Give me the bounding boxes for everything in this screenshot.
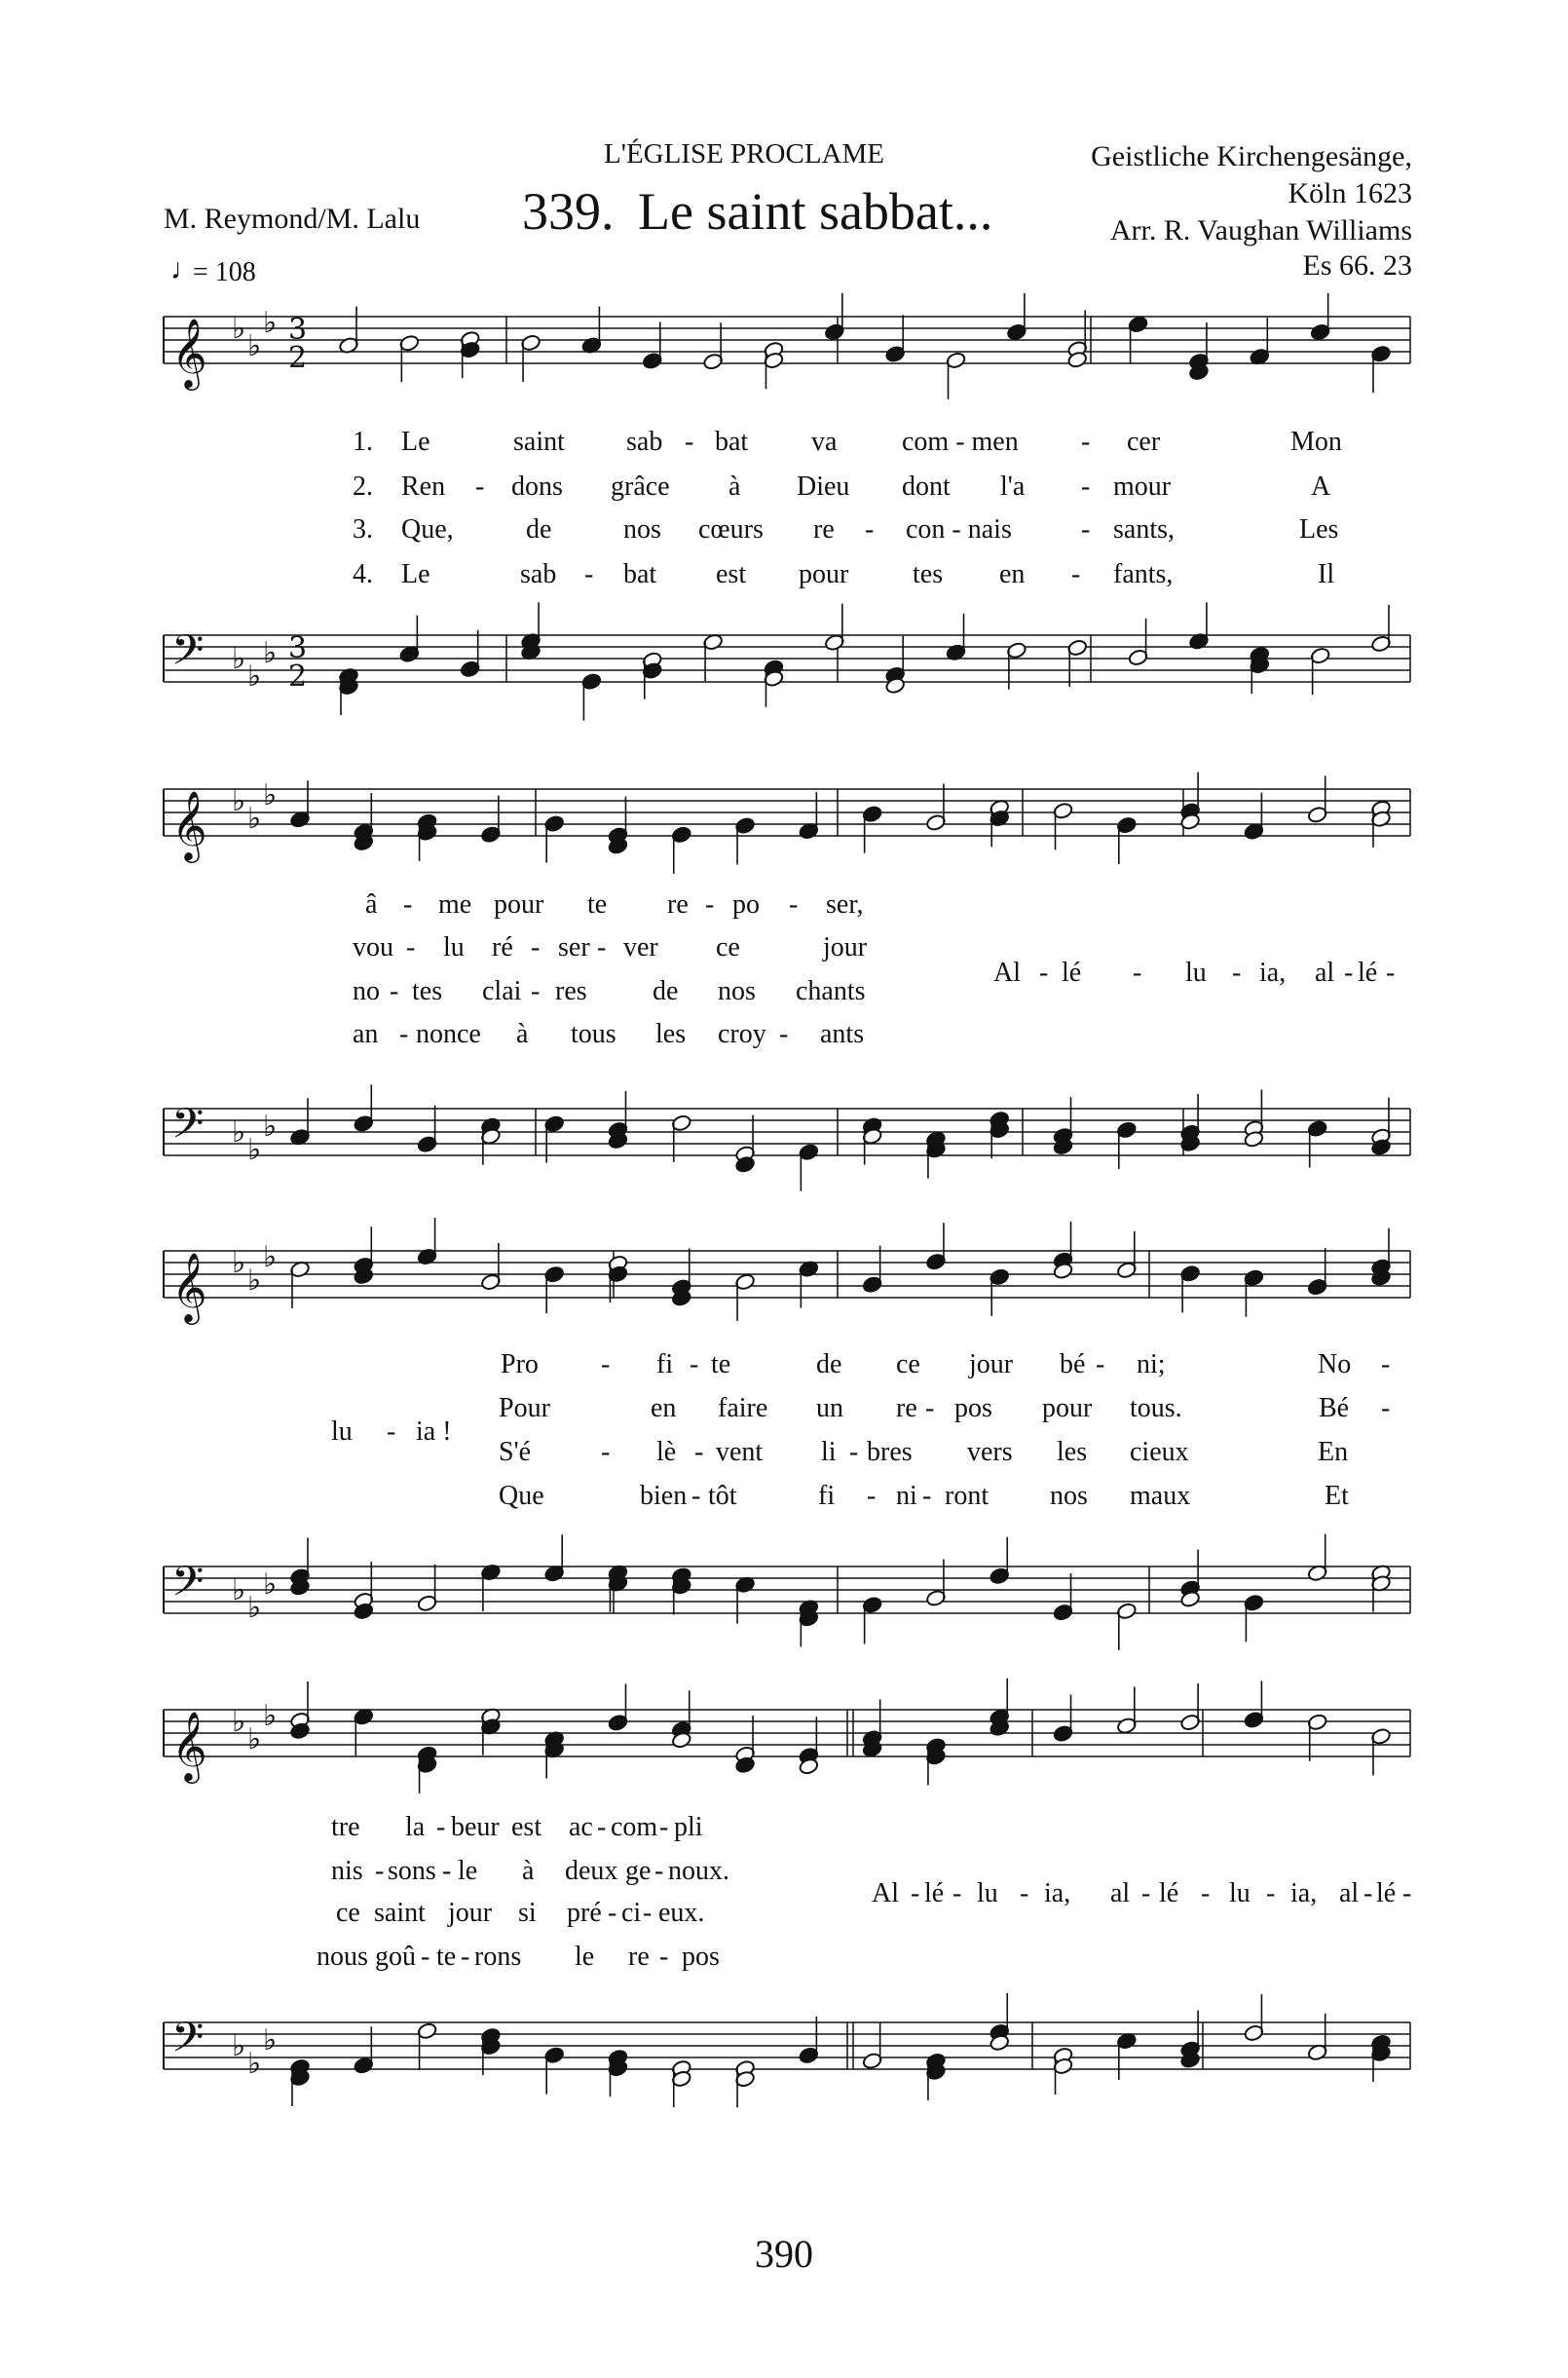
syllable: si (518, 1898, 537, 1928)
syllable: ré (492, 932, 513, 963)
syllable: No (1318, 1349, 1352, 1379)
syllable: les (1057, 1437, 1088, 1467)
syllable: ce (896, 1349, 920, 1379)
syllable: tes (412, 976, 443, 1006)
bass-clef-icon: 𝄢 (171, 1558, 205, 1616)
syllable: ia ! (416, 1416, 452, 1447)
hyphen: - (597, 1812, 607, 1842)
syllable: noux. (668, 1856, 729, 1886)
syllable: com (611, 1812, 658, 1842)
flat-icon: ♭ (232, 1705, 246, 1739)
page-number: 390 (755, 2232, 813, 2276)
syllable: al (1315, 958, 1335, 988)
syllable: ge (625, 1856, 652, 1886)
hyphen: - (865, 514, 875, 545)
syllable: lu (443, 932, 465, 963)
hyphen: - (1386, 958, 1396, 988)
syllable: dons (511, 472, 563, 502)
syllable: me (438, 889, 472, 920)
syllable: com - men (902, 427, 1019, 457)
hyphen: - (597, 932, 607, 963)
syllable: le (575, 1942, 595, 1972)
syllable: à (522, 1856, 535, 1886)
hyphen: - (1381, 1349, 1391, 1379)
hyphen: - (406, 932, 416, 963)
syllable: bres (867, 1437, 913, 1467)
flat-icon: ♭ (247, 2047, 262, 2081)
tempo-note-icon: ♩ (170, 253, 200, 285)
syllable: tes (913, 559, 944, 589)
time-signature-bottom: 2 (288, 341, 308, 375)
syllable: re (896, 1393, 917, 1423)
syllable: Bé (1319, 1393, 1350, 1423)
syllable: lé (1159, 1878, 1179, 1908)
syllable: Mon (1290, 427, 1342, 457)
hyphen: - (1071, 559, 1081, 589)
syllable: ni (896, 1481, 917, 1511)
hyphen: - (584, 559, 594, 589)
hyphen: - (475, 472, 485, 502)
syllable: de (526, 514, 552, 545)
syllable: faire (718, 1393, 768, 1423)
hyphen: - (705, 889, 715, 920)
verse-number: 4. (353, 559, 373, 589)
syllable: sants, (1113, 514, 1175, 545)
syllable: Que (499, 1481, 544, 1511)
flat-icon: ♭ (263, 636, 278, 670)
flat-icon: ♭ (247, 660, 262, 694)
syllable: tous. (1130, 1393, 1182, 1423)
syllable: vent (716, 1437, 764, 1467)
syllable: bé (1060, 1349, 1086, 1379)
syllable: lu (1185, 958, 1207, 988)
syllable: ser (558, 932, 590, 963)
syllable: te (587, 889, 608, 920)
flat-icon: ♭ (263, 1240, 278, 1274)
syllable: tre (331, 1812, 360, 1842)
time-signature-top: 3 (288, 631, 308, 665)
treble-clef-icon: 𝄞 (171, 1710, 207, 1781)
syllable: pour (1042, 1393, 1093, 1423)
syllable: Pour (499, 1393, 550, 1423)
flat-icon: ♭ (263, 2023, 278, 2057)
syllable: sons (388, 1856, 436, 1886)
hyphen: - (952, 1878, 962, 1908)
hyphen: - (1081, 427, 1091, 457)
syllable: Le (401, 427, 430, 457)
syllable: re (667, 889, 689, 920)
syllable: Dieu (797, 472, 850, 502)
syllable: lé (1062, 958, 1082, 988)
text-authors: M. Reymond/M. Lalu (164, 203, 421, 235)
syllable: le (458, 1856, 478, 1886)
treble-clef-icon: 𝄞 (171, 317, 207, 388)
syllable: an (353, 1019, 379, 1049)
hymn-number: 339. (522, 182, 615, 241)
hyphen: - (690, 1349, 699, 1379)
syllable: vers (967, 1437, 1013, 1467)
syllable: S'é (499, 1437, 532, 1467)
syllable: Les (1299, 514, 1339, 545)
syllable: ac (569, 1812, 593, 1842)
syllable: al (1110, 1878, 1131, 1908)
hyphen: - (654, 1856, 664, 1886)
hyphen: - (387, 1416, 396, 1447)
syllable: po (732, 889, 760, 920)
syllable: les (655, 1019, 687, 1049)
syllable: un (816, 1393, 843, 1423)
syllable: nos (718, 976, 756, 1006)
syllable: nonce (416, 1019, 481, 1049)
hyphen: - (1363, 1878, 1373, 1908)
syllable: goû (375, 1942, 416, 1972)
syllable: en (651, 1393, 677, 1423)
syllable: pré (567, 1898, 602, 1928)
syllable: A (1311, 472, 1331, 502)
treble-clef-icon: 𝄞 (171, 789, 207, 860)
hyphen: - (789, 889, 799, 920)
syllable: li (821, 1437, 837, 1467)
syllable: ser, (826, 889, 864, 920)
syllable: maux (1130, 1481, 1191, 1511)
hyphen: - (779, 1019, 789, 1049)
flat-icon: ♭ (247, 1591, 262, 1625)
hyphen: - (399, 1019, 409, 1049)
hyphen: - (1344, 958, 1354, 988)
syllable: ce (716, 932, 740, 963)
syllable: tous (571, 1019, 616, 1049)
syllable: ni; (1137, 1349, 1166, 1379)
hyphen: - (608, 1898, 617, 1928)
hyphen: - (461, 1942, 470, 1972)
syllable: nos (623, 514, 661, 545)
syllable: beur (451, 1812, 500, 1842)
syllable: Al (993, 958, 1021, 988)
syllable: ia, (1259, 958, 1287, 988)
hyphen: - (390, 976, 399, 1006)
hyphen: - (1402, 1878, 1412, 1908)
syllable: dont (902, 472, 951, 502)
syllable: est (716, 559, 747, 589)
syllable: Et (1325, 1481, 1349, 1511)
hyphen: - (1020, 1878, 1029, 1908)
syllable: est (511, 1812, 542, 1842)
treble-clef-icon: 𝄞 (171, 1251, 207, 1322)
verse-number: 3. (353, 514, 373, 545)
hyphen: - (1201, 1878, 1211, 1908)
hyphen: - (694, 1437, 704, 1467)
syllable: lu (331, 1416, 353, 1447)
syllable: lu (1229, 1878, 1251, 1908)
flat-icon: ♭ (263, 306, 278, 340)
bass-clef-icon: 𝄢 (171, 626, 205, 685)
syllable: no (353, 976, 380, 1006)
hyphen: - (1096, 1349, 1105, 1379)
hyphen: - (867, 1481, 877, 1511)
arranger: Arr. R. Vaughan Williams (1109, 214, 1412, 246)
syllable: bat (715, 427, 749, 457)
syllable: grâce (611, 472, 670, 502)
flat-icon: ♭ (232, 1573, 246, 1607)
syllable: chants (796, 976, 866, 1006)
hyphen: - (691, 1481, 701, 1511)
flat-icon: ♭ (232, 784, 246, 818)
hyphen: - (601, 1437, 611, 1467)
syllable: Pro (501, 1349, 539, 1379)
hyphen: - (1232, 958, 1242, 988)
syllable: cieux (1130, 1437, 1189, 1467)
hyphen: - (375, 1856, 385, 1886)
syllable: lé (924, 1878, 945, 1908)
syllable: Al (872, 1878, 899, 1908)
syllable: jour (448, 1898, 493, 1928)
syllable: pos (682, 1942, 720, 1972)
syllable: pour (799, 559, 849, 589)
syllable: En (1318, 1437, 1349, 1467)
hyphen: - (601, 1349, 611, 1379)
syllable: jour (823, 932, 868, 963)
syllable: nis (331, 1856, 363, 1886)
hyphen: - (922, 1481, 932, 1511)
syllable: pour (494, 889, 544, 920)
syllable: mour (1113, 472, 1172, 502)
bass-clef-icon: 𝄢 (171, 1100, 205, 1158)
flat-icon: ♭ (247, 1264, 262, 1298)
syllable: la (405, 1812, 426, 1842)
syllable: nous (317, 1942, 368, 1972)
flat-icon: ♭ (232, 2029, 246, 2063)
syllable: à (516, 1019, 529, 1049)
syllable: ia, (1290, 1878, 1318, 1908)
hyphen: - (685, 427, 694, 457)
flat-icon: ♭ (263, 778, 278, 812)
time-signature-bottom: 2 (288, 660, 308, 694)
syllable: saint (513, 427, 565, 457)
hyphen: - (403, 889, 413, 920)
syllable: ci (621, 1898, 642, 1928)
hyphen: - (531, 976, 541, 1006)
hyphen: - (849, 1437, 859, 1467)
syllable: te (711, 1349, 731, 1379)
section-heading: L'ÉGLISE PROCLAME (604, 138, 884, 170)
hyphen: - (442, 1856, 452, 1886)
syllable: de (816, 1349, 842, 1379)
syllable: de (653, 976, 679, 1006)
syllable: bat (623, 559, 657, 589)
flat-icon: ♭ (232, 1246, 246, 1280)
hyphen: - (531, 932, 541, 963)
hyphen: - (436, 1812, 446, 1842)
syllable: lé (1358, 958, 1378, 988)
flat-icon: ♭ (232, 1115, 246, 1150)
hyphen: - (925, 1393, 935, 1423)
hyphen: - (1141, 1878, 1151, 1908)
syllable: cer (1127, 427, 1161, 457)
syllable: deux (565, 1856, 618, 1886)
flat-icon: ♭ (263, 1567, 278, 1602)
verse-number: 2. (353, 472, 373, 502)
hyphen: - (421, 1942, 430, 1972)
flat-icon: ♭ (247, 329, 262, 363)
syllable: lu (977, 1878, 998, 1908)
hyphen: - (1081, 514, 1091, 545)
syllable: eux. (658, 1898, 705, 1928)
syllable: rons (474, 1942, 522, 1972)
syllable: res (555, 976, 587, 1006)
syllable: te (436, 1942, 457, 1972)
hyphen: - (1133, 958, 1142, 988)
syllable: Il (1318, 559, 1335, 589)
syllable: tôt (708, 1481, 737, 1511)
syllable: sab (626, 427, 663, 457)
syllable: pos (954, 1393, 992, 1423)
syllable: fi (818, 1481, 836, 1511)
syllable: re (813, 514, 835, 545)
flat-icon: ♭ (247, 1133, 262, 1167)
scripture-reference: Es 66. 23 (1302, 249, 1412, 282)
syllable: Que, (401, 514, 454, 545)
syllable: ce (336, 1898, 360, 1928)
hyphen: - (659, 1942, 669, 1972)
hyphen: - (1266, 1878, 1276, 1908)
melody-source-place: Köln 1623 (1288, 177, 1412, 209)
syllable: croy (718, 1019, 766, 1049)
tempo-marking: = 108 (193, 257, 256, 287)
syllable: va (811, 427, 838, 457)
time-signature-top: 3 (288, 313, 308, 347)
syllable: Ren (401, 472, 446, 502)
hyphen: - (643, 1898, 653, 1928)
syllable: ia, (1044, 1878, 1071, 1908)
syllable: re (628, 1942, 650, 1972)
flat-icon: ♭ (232, 642, 246, 676)
syllable: ver (623, 932, 658, 963)
syllable: jour (969, 1349, 1014, 1379)
syllable: en (999, 559, 1026, 589)
flat-icon: ♭ (263, 1699, 278, 1733)
syllable: â (365, 889, 378, 920)
syllable: ront (945, 1481, 989, 1511)
syllable: saint (374, 1898, 426, 1928)
flat-icon: ♭ (232, 312, 246, 346)
syllable: sab (520, 559, 557, 589)
bass-clef-icon: 𝄢 (171, 2014, 205, 2072)
syllable: clai (482, 976, 522, 1006)
syllable: cœurs (698, 514, 764, 545)
hyphen: - (1381, 1393, 1391, 1423)
syllable: à (728, 472, 741, 502)
flat-icon: ♭ (247, 1722, 262, 1756)
melody-source: Geistliche Kirchengesänge, (1091, 140, 1412, 172)
syllable: lè (656, 1437, 677, 1467)
syllable: vou (353, 932, 393, 963)
verse-number: 1. (353, 427, 373, 457)
syllable: pli (674, 1812, 703, 1842)
syllable: con - nais (906, 514, 1012, 545)
hymn-title: Le saint sabbat... (638, 182, 993, 241)
syllable: bien (640, 1481, 688, 1511)
syllable: ants (820, 1019, 865, 1049)
hyphen: - (659, 1812, 669, 1842)
syllable: nos (1050, 1481, 1088, 1511)
syllable: al (1339, 1878, 1360, 1908)
flat-icon: ♭ (247, 802, 262, 836)
syllable: fi (656, 1349, 674, 1379)
syllable: l'a (1000, 472, 1026, 502)
syllable: fants, (1113, 559, 1174, 589)
syllable: Le (401, 559, 430, 589)
syllable: lé (1376, 1878, 1397, 1908)
flat-icon: ♭ (263, 1110, 278, 1144)
hyphen: - (911, 1878, 920, 1908)
hyphen: - (1081, 472, 1091, 502)
hyphen: - (1039, 958, 1049, 988)
